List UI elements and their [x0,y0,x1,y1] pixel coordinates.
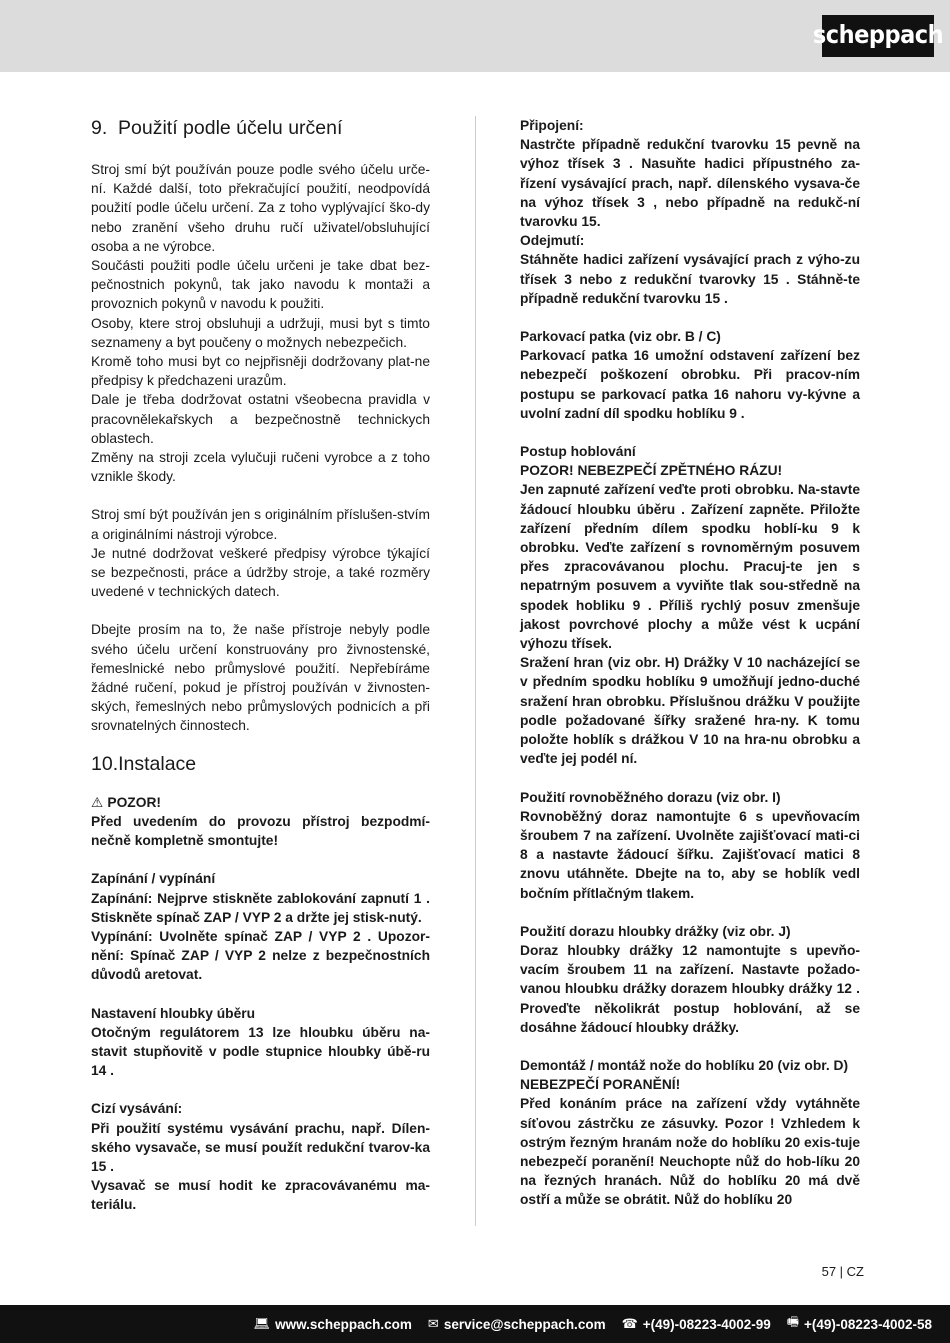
paragraph: Rovnoběžný doraz namontujte 6 s upevňovacím šroubem 7 na zařízení. Uvolněte zajišťovací mati-ci 8 a nastavte žádoucí šířku. Zajišťovací matici 8 znovu utáhněte. Dbejte na to, aby se hoblík vedl bočním přítlačným tlakem. [520,808,860,901]
section-title: Použití podle účelu určení [118,117,343,139]
subheading: Použití rovnoběžného dorazu (viz obr. I) [520,789,781,805]
subheading: Postup hoblování [520,444,636,460]
section-number: 9. [91,117,108,139]
footer-website[interactable]: 💻︎ www.scheppach.com [253,1316,412,1332]
page-number: 57 | CZ [821,1264,864,1279]
paragraph: Stroj smí být používán pouze podle svého účelu urče-ní. Každé další, toto překračující použití, neodpovídá použití podle účelu určení. Za z toho vyplývající ško-dy nebo zranění všeho druhu ručí uživatel/obsluhující osoba a ne výrobce. [91,162,430,254]
paragraph: Součásti použiti podle účelu určeni je take dbat bez-pečnostnich pokynů, tak jako navodu k montaži a provoznich pokynů v navodu k použiti. [91,258,430,312]
paragraph: Doraz hloubky drážky 12 namontujte s upevňo-vacím šroubem 11 na zařízení. Nastavte požado-vanou hloubku drážky dorazem hloubky drážky 12 . Proveďte několikrát postup hoblování, až se dosáhne žádoucí hloubky drážky. [520,942,860,1035]
paragraph: Je nutné dodržovat veškeré předpisy výrobce týkající se bezpečnosti, práce a údržby stroje, a také rozměry uvedené v technických datech. [91,545,430,600]
left-column [91,116,430,1215]
header-bar [0,0,950,72]
footer-bar [0,1305,950,1343]
subheading: Parkovací patka (viz obr. B / C) [520,329,721,345]
paragraph: Vypínání: Uvolněte spínač ZAP / VYP 2 . Upozor-nění: Spínač ZAP / VYP 2 nelze z bezpečnostních důvodů aretovat. [91,928,430,983]
right-column [520,116,860,1210]
paragraph: Dale je třeba dodržovat ostatni všeobecna pravidla v pracovnělekařskych a bezpečnostně technickych oblastech. [91,392,430,446]
paragraph: Stáhněte hadici zařízení vysávající prach z výho-zu třísek 3 nebo z redukční tvarovky 15 . Stáhně-te případně redukční tvarovku 15 . [520,252,860,306]
paragraph: Jen zapnuté zařízení veďte proti obrobku. Na-stavte žádoucí hloubku úběru . Zařízení zapněte. Přiložte zařízení předním dílem spodku hoblí-ku 9 k obrobku. Veďte zařízení s rovnoměrným posuvem přes zpracovávanou plochu. Pracuj-te jen s nepatrným posuvem a vyviňte tlak sou-středně na spodek hobliku 9 . Příliš rychlý posuv zmenšuje jakost povrchové plochy a může vést k ucpání výhozu třísek. [520,482,860,652]
subheading: Nastavení hloubky úběru [91,1005,256,1021]
warning-label: ⚠ POZOR! [91,793,430,812]
paragraph: Dbejte prosím na to, že naše přístroje nebyly podle svého účelu určení konstruovány pro živnostenské, řemeslnické nebo průmyslové použití. Nepřebíráme žádné ručení, pokud je přístroj používán v živnosten-ských, řemeslných nebo průmyslových podnicích a při srovnatelných činnostech. [91,622,430,734]
computer-icon: 💻︎ [253,1316,271,1331]
subheading: Použití dorazu hloubky drážky (viz obr. J) [520,923,791,939]
envelope-icon: ✉︎ [427,1316,439,1331]
section-9-heading [91,116,430,140]
subheading: Odejmutí: [520,233,585,249]
warning-text: POZOR! NEBEZPEČÍ ZPĚTNÉHO RÁZU! [520,463,783,479]
paragraph: Před konáním práce na zařízení vždy vytáhněte síťovou zástrčku ze zásuvky. Pozor ! Vzhledem k ostrým řezným hranám nože do hoblíku 20 exis-tuje nebezpečí poranění! Neuchopte nůž do hob-líku 20 na řezných hranách. Nůž do hoblíku 20 má dvě ostří a může se obrátit. Nůž do hoblíku 20 [520,1096,860,1208]
paragraph: Parkovací patka 16 umožní odstavení zařízení bez nebezpečí poškození obrobku. Při pracov-ním postupu se parkovací patka 16 nahoru vy-kývne a uvolní zadní díl spodku hoblíku 9 . [520,348,860,421]
paragraph: Zapínání: Nejprve stiskněte zablokování zapnutí 1 . Stiskněte spínač ZAP / VYP 2 a držte jej stisk-nutý. [91,890,430,925]
subheading: Cizí vysávání: [91,1101,183,1117]
scheppach-logo: scheppach [822,15,934,57]
subheading: Demontáž / montáž nože do hoblíku 20 (viz obr. D) [520,1057,849,1073]
paragraph: Otočným regulátorem 13 lze hloubku úběru na-stavit stupňovitě v podle stupnice hloubky úbě-ru 14 . [91,1024,430,1079]
warning-triangle-icon: ⚠ [91,794,104,810]
column-divider [475,116,476,1226]
paragraph: Kromě toho musi byt co nejpřisněji dodržovany plat-ne předpisy k předchazeni urazům. [91,354,430,389]
paragraph: Vysavač se musí hodit ke zpracovávanému ma-teriálu. [91,1178,430,1213]
section-number: 10. [91,752,119,775]
section-10-heading [91,752,430,776]
subheading: Zapínání / vypínání [91,871,216,887]
footer-email[interactable]: ✉︎ service@scheppach.com [427,1316,606,1332]
warning-text: NEBEZPEČÍ PORANĚNÍ! [520,1077,681,1093]
subheading: Připojení: [520,118,584,133]
footer-phone[interactable]: ☎︎ +(49)-08223-4002-99 [621,1316,771,1332]
paragraph: Nastrčte případně redukční tvarovku 15 pevně na výhoz třísek 3 . Nasuňte hadici přípustného za-řízení vysávající prach, např. dílenského vysava-če na výhoz třísek 3 , nebo případně na redukč-ní tvarovku 15. [520,137,860,230]
paragraph: Sražení hran (viz obr. H) Drážky V 10 nacházející se v předním spodku hoblíku 9 umožňují jedno-duché sražení hran obrobku. Příslušnou drážku V použijte podle požadované šířky sražené hra-ny. K tomu položte hoblík s drážkou V 10 na hra-nu obrobku a veďte jej podél ní. [520,655,860,767]
paragraph: Změny na stroji zcela vylučuji ručeni vyrobce a z toho vznikle škody. [91,450,430,485]
paragraph: Osoby, ktere stroj obsluhuji a udržuji, musi byt s timto seznameny a byt poučeny o možnych nebezpečich. [91,315,430,350]
paragraph: Při použití systému vysávání prachu, např. Dílen-ského vysavače, se musí použít redukční tvarov-ka 15 . [91,1120,430,1174]
fax-icon: 🖷︎ [786,1314,800,1329]
phone-icon: ☎︎ [621,1316,638,1331]
section-title: Instalace [118,752,197,775]
footer-fax[interactable]: 🖷︎ +(49)-08223-4002-58 [787,1313,932,1335]
paragraph: Stroj smí být používán jen s originálním příslušen-stvím a originálními nástroji výrobce. [91,507,430,542]
warning-text: Před uvedením do provozu přístroj bezpodmí-nečně kompletně smontujte! [91,813,430,849]
